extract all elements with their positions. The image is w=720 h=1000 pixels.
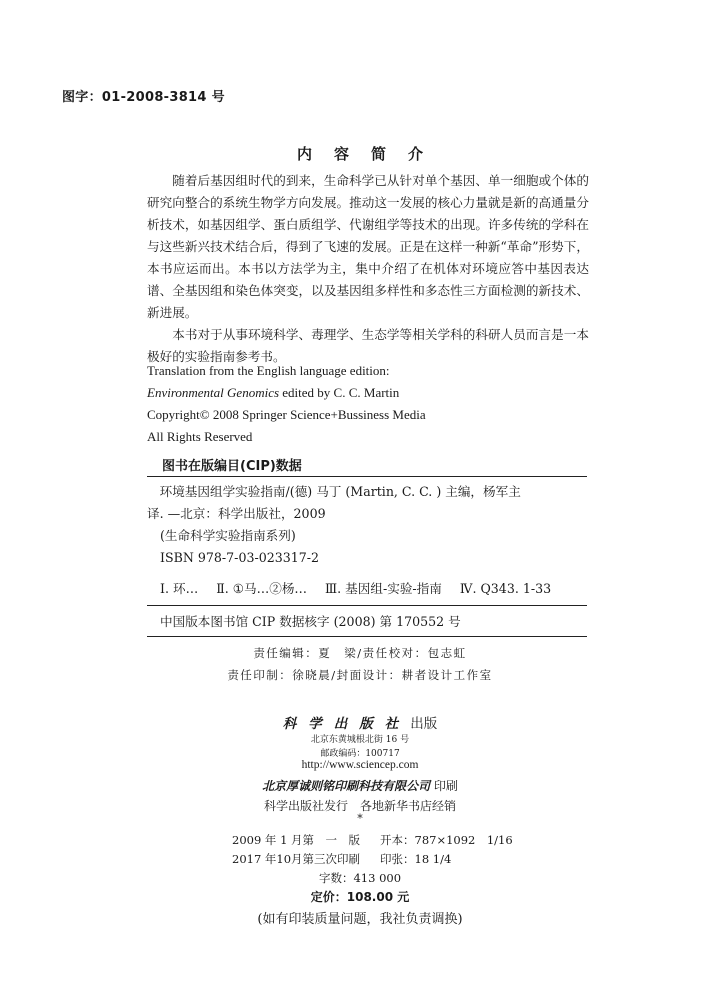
printer-line [0, 777, 720, 794]
classification-item: Ⅳ. Q343. 1-33 [459, 581, 552, 596]
registration-number: 图字：01-2008-3814 号 [62, 90, 225, 105]
cip-series: (生命科学实验指南系列) [160, 528, 296, 543]
printing-date: 2017 年10月第三次印刷 [232, 852, 361, 866]
word-count: 字数：413 000 [318, 871, 402, 885]
original-editor: edited by C. C. Martin [279, 385, 400, 400]
cip-entry-line-2: 译. —北京：科学出版社，2009 [147, 506, 326, 521]
printer-suffix: 印刷 [430, 779, 458, 793]
cip-top-rule [147, 476, 587, 477]
summary-paragraph-1: 随着后基因组时代的到来，生命科学已从针对单个基因、单一细胞或个体的研究向整合的系统生物学方向发展。推动这一发展的核心力量就是新的高通量分析技术，如基因组学、蛋白质组学、代谢组学等技术的出现。许多传统的学科在与这些新兴技术结合后，得到了飞速的发展。正是在这样一种新“革命”形势下，本书应运而出。本书以方法学为主，集中介绍了在机体对环境应答中基因表达谱、全基因组和染色体突变，以及基因组多样性和多态性三方面检测的新技术、新进展。 [147, 173, 589, 320]
summary-paragraph-2: 本书对于从事环境科学、毒理学、生态学等相关学科的科研人员而言是一本极好的实验指南参考书。 [147, 327, 589, 364]
price: 定价：108.00 元 [310, 890, 410, 904]
printer-logo-name: 北京厚诚则铭印刷科技有限公司 [262, 779, 431, 793]
cip-heading: 图书在版编目(CIP)数据 [162, 459, 302, 474]
publisher-line [0, 712, 720, 732]
cip-entry-line-1: 环境基因组学实验指南/(德) 马丁 (Martin, C. C. ) 主编，杨军主 [159, 484, 521, 499]
return-note: (如有印装质量问题，我社负责调换) [257, 912, 463, 927]
cip-bottom-rule [147, 636, 587, 637]
production-credits: 责任印制：徐晓晨/封面设计：耕者设计工作室 [227, 668, 493, 682]
copyright-line: Copyright© 2008 Springer Science+Bussiness Media [147, 407, 426, 422]
first-edition-date: 2009 年 1 月第 一 版 [232, 833, 361, 847]
classification-item: Ⅰ. 环… [160, 581, 199, 596]
translation-notice [147, 360, 587, 448]
publisher-address: 北京东黄城根北街 16 号 [310, 735, 410, 745]
edition-row-2 [232, 851, 572, 867]
cip-entry [147, 481, 587, 569]
printed-sheets: 印张：18 1/4 [380, 852, 452, 866]
publisher-url: http://www.sciencep.com [301, 759, 419, 771]
summary-section [147, 170, 589, 368]
separator-asterisk: * [357, 812, 363, 825]
distribution-line: 科学出版社发行 各地新华书店经销 [263, 799, 456, 813]
book-format: 开本：787×1092 1/16 [380, 833, 513, 847]
publisher-suffix: 出版 [410, 716, 438, 732]
cip-verification: 中国版本图书馆 CIP 数据核字 (2008) 第 170552 号 [160, 614, 461, 629]
cip-middle-rule [147, 605, 587, 606]
original-edition-line [147, 382, 587, 404]
original-title: Environmental Genomics [147, 385, 280, 400]
rights-line: All Rights Reserved [147, 429, 253, 444]
publisher-postcode: 邮政编码：100717 [320, 749, 400, 759]
edition-row-1 [232, 832, 572, 848]
translation-line: Translation from the English language edition: [147, 363, 390, 378]
classification-item: Ⅲ. 基因组-实验-指南 [325, 581, 442, 596]
cip-isbn: ISBN 978-7-03-023317-2 [160, 550, 320, 565]
summary-heading: 内容简介 [296, 145, 445, 163]
cip-classification [160, 578, 565, 597]
classification-item: Ⅱ. ①马…②杨… [216, 581, 308, 596]
publisher-logo-name: 科学出版社 [282, 716, 411, 732]
editor-credits: 责任编辑：夏 梁/责任校对：包志虹 [253, 646, 467, 660]
